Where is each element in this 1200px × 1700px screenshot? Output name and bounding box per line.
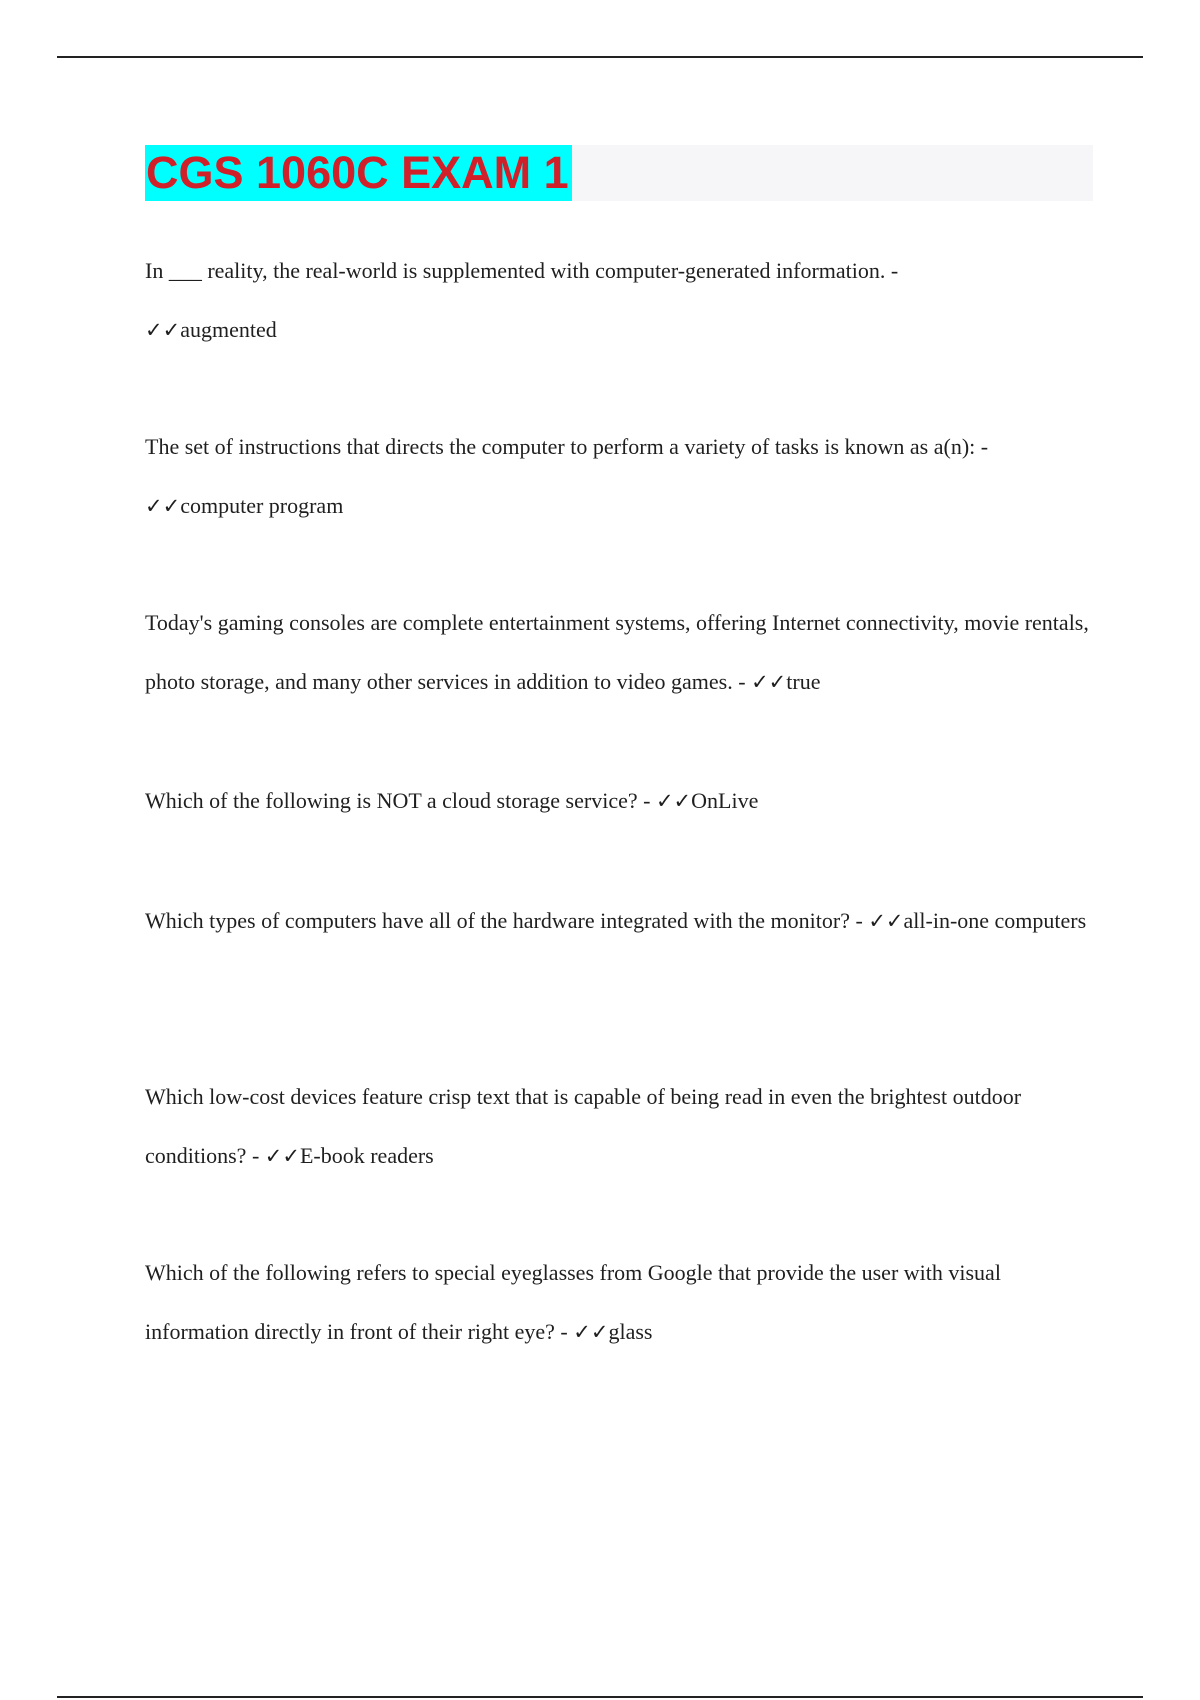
check-icon: ✓✓ <box>751 669 787 694</box>
separator: - <box>637 788 656 813</box>
separator: - <box>246 1142 265 1168</box>
qa-item <box>145 242 1100 359</box>
page-title: CGS 1060C EXAM 1 <box>145 145 572 201</box>
question-text: Which of the following is NOT a cloud storage service? <box>145 788 638 813</box>
question-text: Which of the following refers to special eyeglasses from Google that provide the user with visual information directly in front of their right eye? <box>145 1260 1001 1344</box>
answer-text: OnLive <box>691 788 759 813</box>
check-icon: ✓✓ <box>264 1143 300 1168</box>
question-text: In ___ reality, the real-world is supplemented with computer-generated information. <box>145 258 886 283</box>
answer-text: glass <box>608 1318 653 1344</box>
answer-text: augmented <box>180 316 277 342</box>
qa-item <box>145 1244 1100 1361</box>
check-icon: ✓✓ <box>145 317 181 342</box>
question-text: Today's gaming consoles are complete entertainment systems, offering Internet connectivity, movie rentals, photo storage, and many other services in addition to video games. <box>145 610 1089 694</box>
separator: - <box>554 1318 574 1344</box>
separator: - <box>849 908 869 933</box>
question-text: Which low-cost devices feature crisp text that is capable of being read in even the brightest outdoor conditions? <box>145 1084 1022 1168</box>
footer-rule <box>57 1696 1143 1698</box>
qa-item <box>145 1068 1100 1185</box>
qa-item <box>145 594 1100 711</box>
answer-text: all-in-one computers <box>903 908 1087 933</box>
separator: - <box>975 434 989 459</box>
qa-item <box>145 418 1100 535</box>
check-icon: ✓✓ <box>145 493 181 518</box>
answer-text: true <box>786 668 821 694</box>
answer-text: computer program <box>180 492 344 518</box>
qa-item <box>145 772 1100 831</box>
separator: - <box>732 668 752 694</box>
question-text: Which types of computers have all of the hardware integrated with the monitor? <box>145 908 850 933</box>
separator: - <box>885 258 899 283</box>
check-icon: ✓✓ <box>573 1319 609 1344</box>
header-rule <box>57 56 1143 58</box>
check-icon: ✓✓ <box>868 909 904 933</box>
qa-item <box>145 892 1100 951</box>
check-icon: ✓✓ <box>655 789 692 813</box>
question-text: The set of instructions that directs the computer to perform a variety of tasks is known as a(n): <box>145 434 976 459</box>
answer-text: E-book readers <box>299 1142 434 1168</box>
